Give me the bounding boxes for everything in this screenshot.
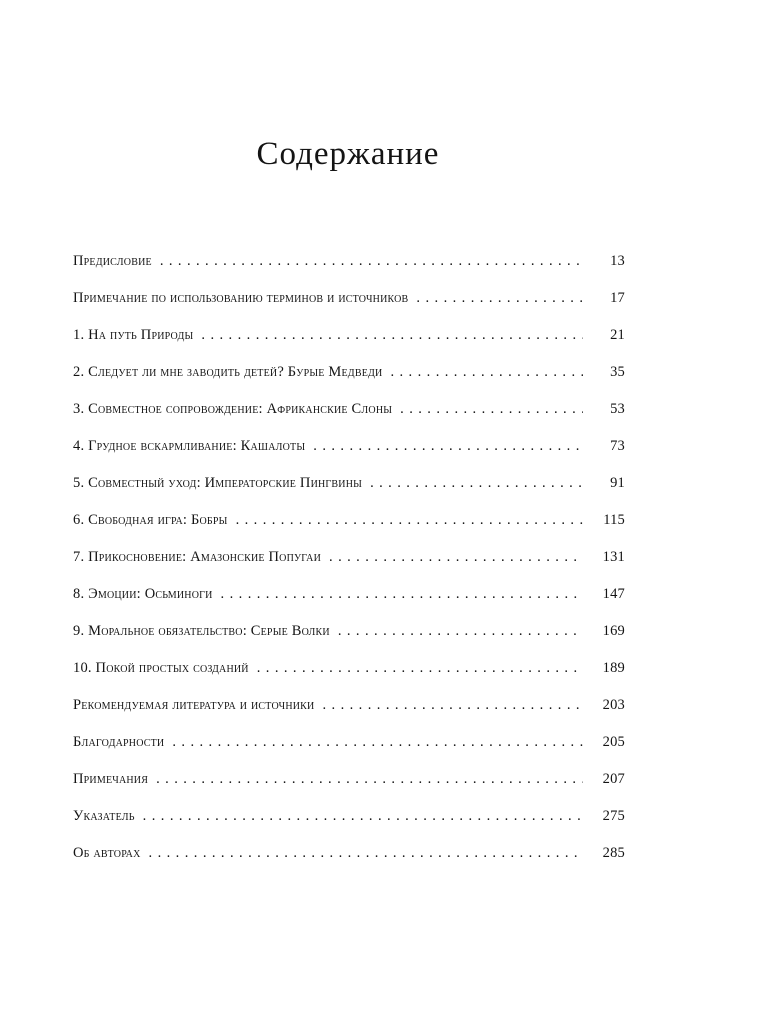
dot-leader xyxy=(221,586,583,603)
toc-entry xyxy=(73,475,625,512)
toc-entry-label: 7. Прикосновение: Амазонские Попугаи xyxy=(73,549,322,565)
toc-entry-page: 169 xyxy=(602,623,625,639)
toc-entry-page: 35 xyxy=(610,364,625,380)
toc-entry xyxy=(73,401,625,438)
toc-entry xyxy=(73,808,625,845)
toc-entry-label: Примечания xyxy=(73,771,149,787)
toc-entry-label: 5. Совместный уход: Императорские Пингвины xyxy=(73,475,363,491)
toc-entry-label: 8. Эмоции: Осьминоги xyxy=(73,586,213,602)
dot-leader xyxy=(201,327,583,344)
toc-entry-page: 131 xyxy=(602,549,625,565)
toc-entry xyxy=(73,697,625,734)
toc-entry-page: 115 xyxy=(603,512,625,528)
toc-entry-label: 3. Совместное сопровождение: Африканские Слоны xyxy=(73,401,393,417)
dot-leader xyxy=(313,438,583,455)
toc-entry-label: Об авторах xyxy=(73,845,141,861)
dot-leader xyxy=(416,290,583,307)
toc-entry xyxy=(73,771,625,808)
toc-entry-page: 13 xyxy=(610,253,625,269)
toc-entry-label: Рекомендуемая литература и источники xyxy=(73,697,315,713)
dot-leader xyxy=(172,734,583,751)
toc-entry xyxy=(73,845,625,882)
dot-leader xyxy=(338,623,583,640)
toc-entry-label: 6. Свободная игра: Бобры xyxy=(73,512,228,528)
toc-entry-page: 147 xyxy=(602,586,625,602)
dot-leader xyxy=(149,845,583,862)
toc-entry xyxy=(73,438,625,475)
toc-entry xyxy=(73,290,625,327)
toc-entry-label: 9. Моральное обязательство: Серые Волки xyxy=(73,623,330,639)
toc-entry-page: 73 xyxy=(610,438,625,454)
toc-entry-label: Примечание по использованию терминов и источников xyxy=(73,290,409,306)
toc-entry-label: 10. Покой простых созданий xyxy=(73,660,249,676)
toc-entry-label: Указатель xyxy=(73,808,135,824)
toc-entry-page: 53 xyxy=(610,401,625,417)
toc-entry-page: 21 xyxy=(610,327,625,343)
toc-entry-page: 91 xyxy=(610,475,625,491)
page-title: Содержание xyxy=(256,136,440,172)
toc-entry-page: 205 xyxy=(602,734,625,750)
toc-entry-label: 1. На путь Природы xyxy=(73,327,194,343)
toc-entry-page: 17 xyxy=(610,290,625,306)
toc-entry xyxy=(73,623,625,660)
dot-leader xyxy=(156,771,583,788)
toc-entry xyxy=(73,512,625,549)
dot-leader xyxy=(160,253,583,270)
dot-leader xyxy=(257,660,583,677)
toc-entry xyxy=(73,734,625,771)
dot-leader xyxy=(322,697,583,714)
toc-entry xyxy=(73,327,625,364)
toc-entry-label: Предисловие xyxy=(73,253,152,269)
toc-entry-label: Благодарности xyxy=(73,734,165,750)
toc-entry xyxy=(73,549,625,586)
toc-entry-page: 207 xyxy=(602,771,625,787)
toc-entry-page: 275 xyxy=(602,808,625,824)
dot-leader xyxy=(370,475,583,492)
table-of-contents xyxy=(73,253,625,882)
toc-entry-label: 4. Грудное вскармливание: Кашалоты xyxy=(73,438,306,454)
toc-entry xyxy=(73,660,625,697)
toc-entry-page: 285 xyxy=(602,845,625,861)
dot-leader xyxy=(236,512,583,529)
toc-entry-page: 189 xyxy=(602,660,625,676)
toc-entry-page: 203 xyxy=(602,697,625,713)
toc-entry xyxy=(73,364,625,401)
toc-entry xyxy=(73,253,625,290)
dot-leader xyxy=(390,364,583,381)
dot-leader xyxy=(143,808,583,825)
dot-leader xyxy=(400,401,583,418)
toc-entry xyxy=(73,586,625,623)
dot-leader xyxy=(329,549,583,566)
toc-entry-label: 2. Следует ли мне заводить детей? Бурые Медведи xyxy=(73,364,383,380)
